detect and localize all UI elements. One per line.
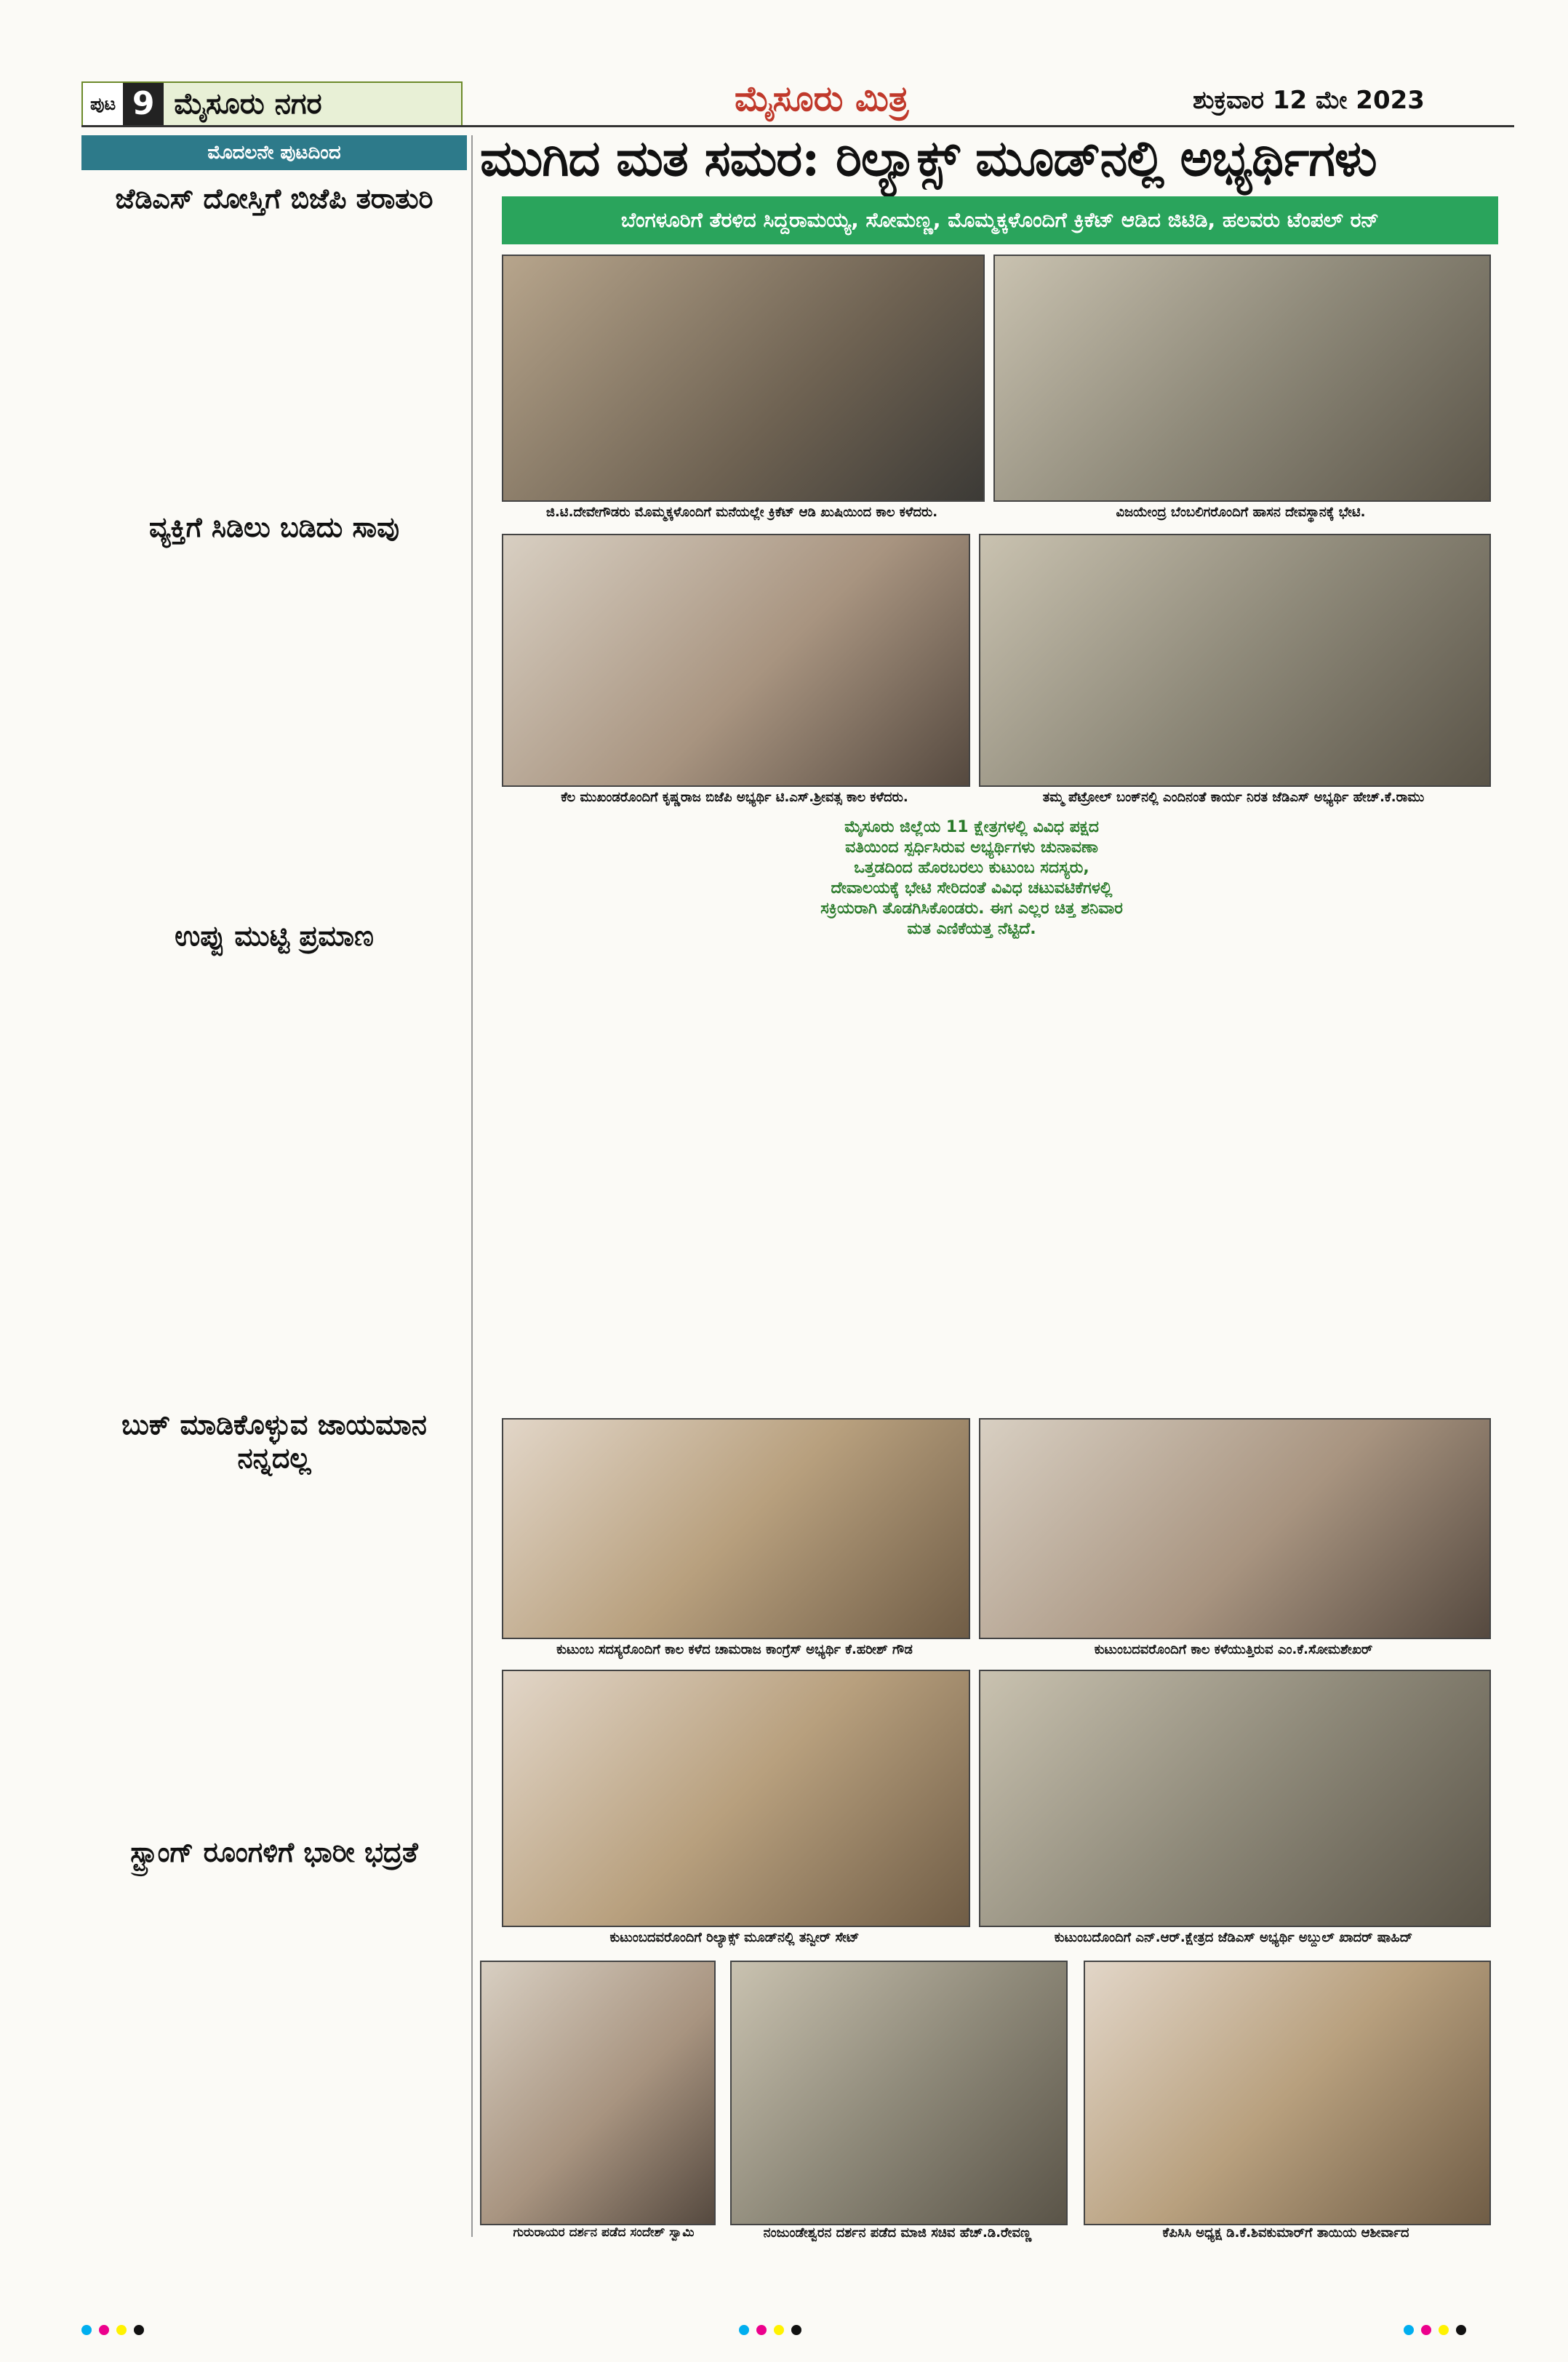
section-body <box>81 1479 467 1828</box>
story-column-1 <box>502 817 807 1414</box>
column-divider <box>471 135 473 2237</box>
photo-petrol-bunk <box>979 534 1491 787</box>
caption: ನಂಜುಂಡೇಶ್ವರನ ದರ್ಶನ ಪಡೆದ ಮಾಜಿ ಸಚಿವ ಹೆಚ್.ಡಿ.ರೇವಣ್ಣ <box>763 2225 1032 2241</box>
dateline: ಶುಕ್ರವಾರ 12 ಮೇ 2023 <box>1193 86 1425 115</box>
cyan-dot <box>81 2325 92 2335</box>
section-title: ಉಪ್ಪು ಮುಟ್ಟಿ ಪ್ರಮಾಣ <box>175 919 374 952</box>
yellow-dot <box>116 2325 127 2335</box>
black-dot <box>134 2325 144 2335</box>
photo-temple <box>993 255 1491 502</box>
highlight-box: ಮೈಸೂರು ಜಿಲ್ಲೆಯ 11 ಕ್ಷೇತ್ರಗಳಲ್ಲಿ ವಿವಿಧ ಪಕ್ಷದ ವತಿಯಿಂದ ಸ್ಪರ್ಧಿಸಿರುವ ಅಭ್ಯರ್ಥಿಗಳು ಚುನಾವಣಾ ಒತ್ತಡದಿಂದ ಹೊರಬರಲು ಕುಟುಂಬ ಸದಸ್ಯರು, ದೇವಾಲಯಕ್ಕೆ ಭೇಟಿ ಸೇರಿದಂತೆ ವಿವಿಧ ಚಟುವಟಿಕೆಗಳಲ್ಲಿ ಸಕ್ರಿಯರಾಗಿ ತೊಡಗಿಸಿಕೊಂಡರು. ಈಗ ಎಲ್ಲರ ಚಿತ್ತ ಶನಿವಾರ ಮತ ಎಣಿಕೆಯತ್ತ ನೆಟ್ಟಿದೆ. <box>820 818 1123 938</box>
section-body <box>81 1873 467 2048</box>
section-body <box>81 220 467 503</box>
sub-headline: ಬೆಂಗಳೂರಿಗೆ ತೆರಳಿದ ಸಿದ್ದರಾಮಯ್ಯ, ಸೋಮಣ್ಣ, ಮೊಮ್ಮಕ್ಕಳೊಂದಿಗೆ ಕ್ರಿಕೆಟ್ ಆಡಿದ ಜಿಟಿಡಿ, ಹಲವರು ಟೆಂಪಲ್ ರನ್ <box>502 196 1498 244</box>
section-body <box>81 548 467 912</box>
caption: ಗುರುರಾಯರ ದರ್ಶನ ಪಡೆದ ಸಂದೇಶ್ ಸ್ವಾಮಿ <box>513 2225 695 2240</box>
story-column-2 <box>819 817 1124 1414</box>
yellow-dot <box>774 2325 784 2335</box>
caption: ಕುಟುಂಬದೊಂದಿಗೆ ಎನ್.ಆರ್.ಕ್ಷೇತ್ರದ ಜೆಡಿಎಸ್ ಅಭ್ಯರ್ಥಿ ಅಬ್ದುಲ್ ಖಾದರ್ ಷಾಹಿದ್ <box>1054 1930 1413 1945</box>
yellow-dot <box>1439 2325 1449 2335</box>
section-title: ಬುಕ್ ಮಾಡಿಕೊಳ್ಳುವ ಜಾಯಮಾನ ನನ್ನದಲ್ಲ <box>121 1408 427 1474</box>
main-headline: ಮುಗಿದ ಮತ ಸಮರ: ರಿಲ್ಯಾಕ್ಸ್ ಮೂಡ್‌ನಲ್ಲಿ ಅಭ್ಯರ್ಥಿಗಳು <box>480 129 1377 188</box>
magenta-dot <box>1421 2325 1431 2335</box>
left-column <box>81 175 467 2237</box>
caption: ಕೆಪಿಸಿಸಿ ಅಧ್ಯಕ್ಷ ಡಿ.ಕೆ.ಶಿವಕುಮಾರ್‌ಗೆ ತಾಯಿಯ ಆಶೀರ್ವಾದ <box>1162 2225 1409 2241</box>
photo-dk-shivakumar <box>1084 1961 1491 2225</box>
photo-somashekar <box>979 1418 1491 1639</box>
photo-revanna <box>730 1961 1068 2225</box>
caption: ಜಿ.ಟಿ.ದೇವೇಗೌಡರು ಮೊಮ್ಮಕ್ಕಳೊಂದಿಗೆ ಮನೆಯಲ್ಲೇ ಕ್ರಿಕೆಟ್ ಆಡಿ ಖುಷಿಯಿಂದ ಕಾಲ ಕಳೆದರು. <box>545 505 938 520</box>
section-title: ಸ್ಟ್ರಾಂಗ್ ರೂಂಗಳಿಗೆ ಭಾರೀ ಭದ್ರತೆ <box>130 1835 418 1868</box>
black-dot <box>791 2325 801 2335</box>
caption: ವಿಜಯೇಂದ್ರ ಬೆಂಬಲಿಗರೊಂದಿಗೆ ಹಾಸನ ದೇವಸ್ಥಾನಕ್ಕೆ ಭೇಟಿ. <box>1116 505 1366 520</box>
registration-marks-center <box>739 2324 809 2338</box>
black-dot <box>1456 2325 1466 2335</box>
photo-abdul-khader <box>979 1670 1491 1927</box>
section-body <box>81 957 467 1401</box>
photo-cricket <box>502 255 985 502</box>
header-rule <box>81 125 1514 127</box>
section-title: ವ್ಯಕ್ತಿಗೆ ಸಿಡಿಲು ಬಡಿದು ಸಾವು <box>148 511 400 543</box>
magenta-dot <box>756 2325 767 2335</box>
photo-sandesh-swamy <box>480 1961 716 2225</box>
caption: ಕುಟುಂಬದವರೊಂದಿಗೆ ಕಾಲ ಕಳೆಯುತ್ತಿರುವ ಎಂ.ಕೆ.ಸೋಮಶೇಖರ್ <box>1094 1642 1373 1657</box>
page-number: 9 <box>123 83 164 125</box>
caption: ಕುಟುಂಬದವರೊಂದಿಗೆ ರಿಲ್ಯಾಕ್ಸ್ ಮೂಡ್‌ನಲ್ಲಿ ತನ್ವೀರ್ ಸೇಟ್ <box>609 1930 860 1945</box>
registration-marks-left <box>81 2324 151 2338</box>
photo-harish-gowda <box>502 1418 970 1639</box>
photo-tanveer-sait <box>502 1670 970 1927</box>
section-title: ಜೆಡಿಎಸ್ ದೋಸ್ತಿಗೆ ಬಿಜೆಪಿ ತರಾತುರಿ <box>115 182 433 215</box>
caption: ತಮ್ಮ ಪೆಟ್ರೋಲ್ ಬಂಕ್‌ನಲ್ಲಿ ಎಂದಿನಂತೆ ಕಾರ್ಯ ನಿರತ ಜೆಡಿಎಸ್ ಅಭ್ಯರ್ಥಿ ಹೇಚ್.ಕೆ.ರಾಮು <box>1042 790 1425 805</box>
cyan-dot <box>739 2325 749 2335</box>
masthead: ಮೈಸೂರು ಮಿತ್ರ <box>735 79 909 119</box>
photo-meeting <box>502 534 970 787</box>
caption: ಕುಟುಂಬ ಸದಸ್ಯರೊಂದಿಗೆ ಕಾಲ ಕಳೆದ ಚಾಮರಾಜ ಕಾಂಗ್ರೆಸ್ ಅಭ್ಯರ್ಥಿ ಕೆ.ಹರೀಶ್ ಗೌಡ <box>556 1642 913 1657</box>
registration-marks-right <box>1404 2324 1473 2338</box>
story-column-3 <box>1136 817 1485 1414</box>
page-header <box>81 81 463 127</box>
cyan-dot <box>1404 2325 1414 2335</box>
section-name: ಮೈಸೂರು ನಗರ <box>174 87 322 121</box>
continued-tag: ಮೊದಲನೇ ಪುಟದಿಂದ <box>81 135 467 170</box>
magenta-dot <box>99 2325 109 2335</box>
page-label: ಪುಟ <box>83 83 123 125</box>
caption: ಕೆಲ ಮುಖಂಡರೊಂದಿಗೆ ಕೃಷ್ಣರಾಜ ಬಿಜೆಪಿ ಅಭ್ಯರ್ಥಿ ಟಿ.ಎಸ್.ಶ್ರೀವತ್ಸ ಕಾಲ ಕಳೆದರು. <box>561 790 908 805</box>
